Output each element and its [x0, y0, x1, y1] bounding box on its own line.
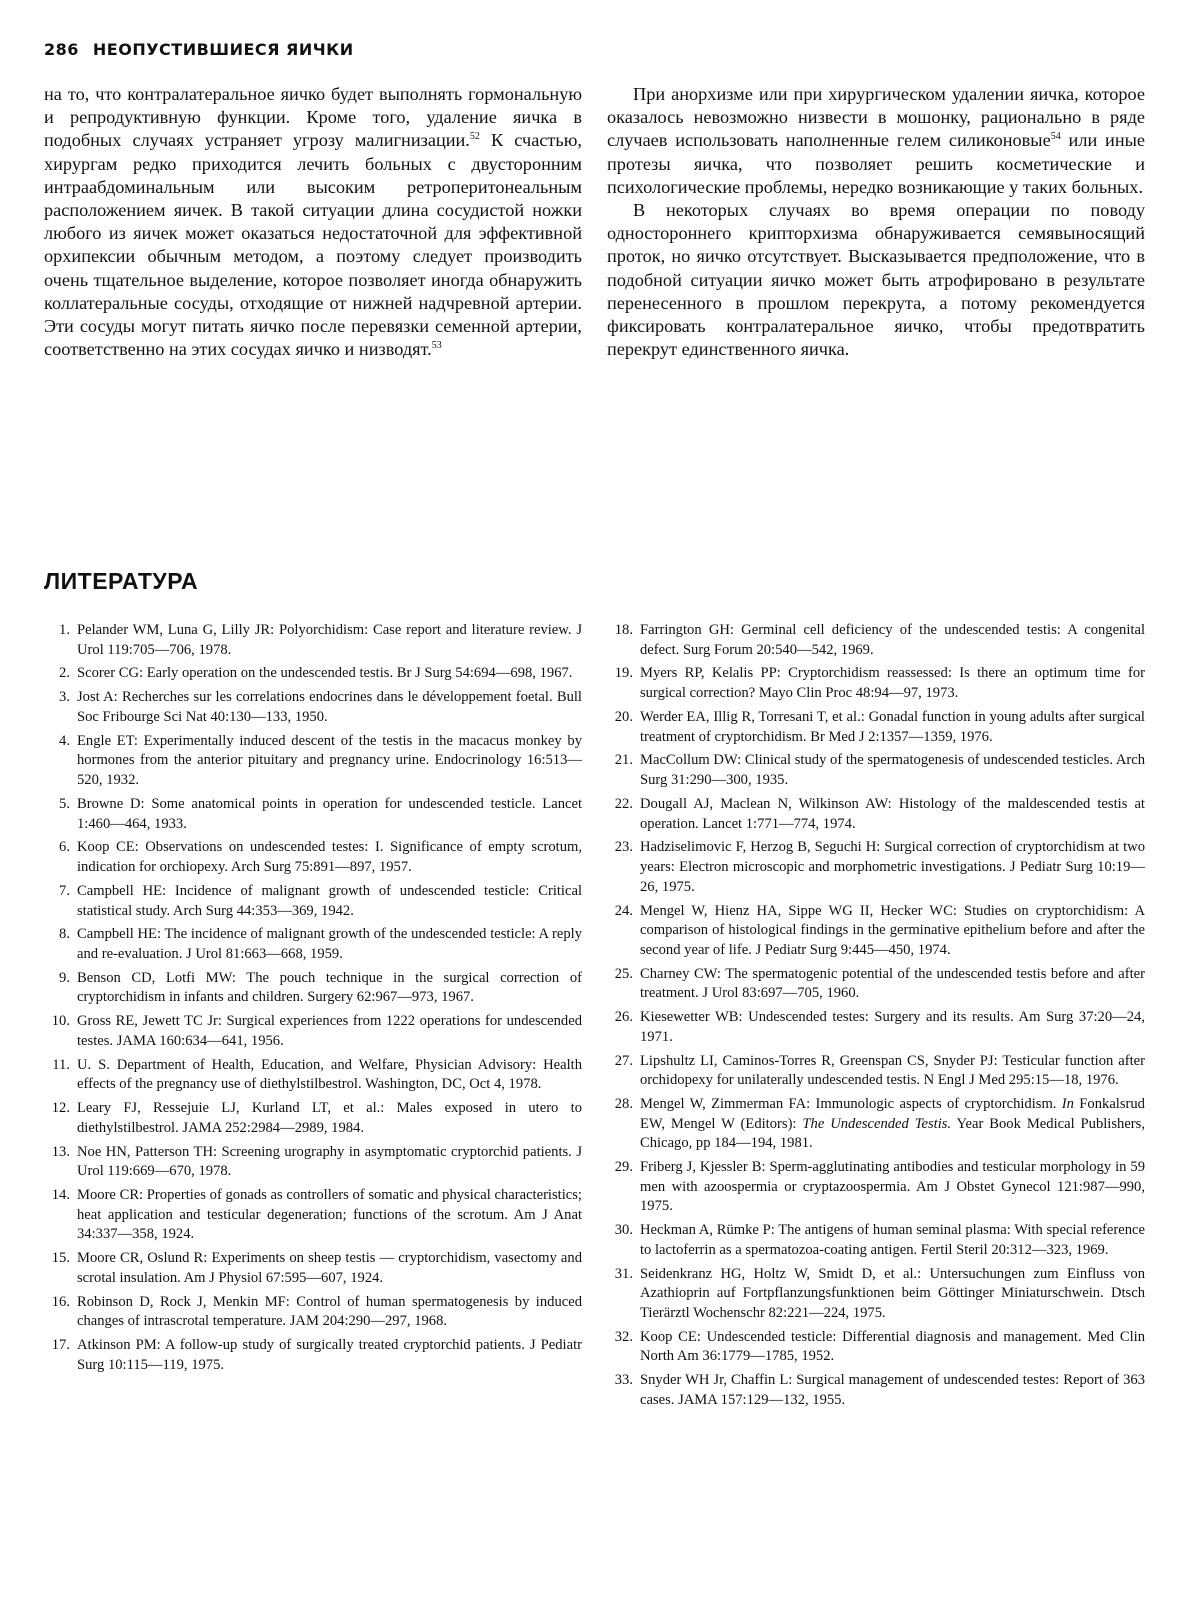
- reference-number: 3.: [59, 689, 70, 706]
- reference-number: 25.: [614, 965, 633, 982]
- references-heading: ЛИТЕРАТУРА: [44, 568, 199, 594]
- reference-item: [607, 621, 1145, 660]
- reference-item: [44, 621, 582, 660]
- reference-text: Campbell HE: Incidence of malignant growth of undescended testicle: Critical statistical study. Arch Surg 44:353—369, 1942.: [77, 882, 582, 919]
- footnote-ref: 54: [1050, 131, 1061, 143]
- reference-item: [607, 838, 1145, 897]
- reference-number: 13.: [51, 1143, 70, 1160]
- paragraph-text: на то, что контралатеральное яичко будет выполнять гормональную и репродуктивную функции. Кроме того, удаление яичка в подобных случаях устраняет угрозу малигнизации.: [44, 84, 582, 151]
- reference-text: Fonkalsrud EW, Mengel W (Editors):: [640, 1096, 1145, 1132]
- reference-number: 1.: [59, 622, 70, 638]
- body-paragraph: [44, 83, 582, 361]
- reference-text: Atkinson PM: A follow-up study of surgically treated cryptorchid patients. J Pediatr Surg 10:115—119, 1975.: [77, 1337, 582, 1373]
- reference-text: Werder EA, Illig R, Torresani T, et al.: Gonadal function in young adults after surgical treatment of cryptorchidism. Br Med J 2:1357—1359, 1976.: [640, 708, 1145, 745]
- reference-text: Farrington GH: Germinal cell deficiency of the undescended testis: A congenital defect. Surg Forum 20:540—542, 1969.: [640, 622, 1145, 658]
- reference-item: [44, 732, 582, 791]
- reference-number: 8.: [59, 926, 70, 943]
- reference-text: Koop CE: Undescended testicle: Differential diagnosis and management. Med Clin North Am 36:1779—1785, 1952.: [640, 1328, 1145, 1365]
- reference-text: Kiesewetter WB: Undescended testes: Surgery and its results. Am Surg 37:20—24, 1971.: [640, 1009, 1145, 1045]
- reference-number: 15.: [51, 1250, 70, 1267]
- reference-text: Benson CD, Lotfi MW: The pouch technique in the surgical correction of cryptorchidism in infants and children. Surgery 62:967—973, 1967.: [77, 969, 582, 1006]
- paragraph-text: или иные протезы яичка, что позволяет решить косметические и психологические проблемы, нередко возникающие у таких больных.: [607, 130, 1146, 197]
- body-paragraph: В некоторых случаях во время операции по поводу одностороннего крипторхизма обнаруживается семявыносящий проток, но яичко отсутствует. Высказывается предположение, что в подобной ситуации яичко может быть атрофировано в результате перенесенного в прошлом перекрута, а потому рекомендуется фиксировать контралатеральное яичко, чтобы предотвратить перекрут единственного яичка.: [607, 200, 1145, 360]
- reference-number: 30.: [614, 1222, 633, 1239]
- reference-item: [44, 1186, 582, 1245]
- reference-item: [607, 751, 1145, 790]
- reference-item: [44, 838, 582, 877]
- reference-text: Hadziselimovic F, Herzog B, Seguchi H: Surgical correction of cryptorchidism at two years: Electron microscopic and morphometric investigations. J Pediatr Surg 10:19—26, 1975.: [640, 839, 1145, 895]
- reference-text: Dougall AJ, Maclean N, Wilkinson AW: Histology of the maldescended testis at operation. Lancet 1:771—774, 1974.: [640, 795, 1145, 832]
- reference-text: Moore CR, Oslund R: Experiments on sheep testis — cryptorchidism, vasectomy and scrotal insulation. Am J Physiol 67:595—607, 1924.: [77, 1250, 582, 1286]
- paragraph-text: К счастью, хирургам редко приходится лечить больных с двусторонним интраабдоминальным или высоким ретроперитонеальным расположением яичек. В такой ситуации длина сосудистой ножки любого из яичек может оказаться недостаточной для эффективной орхипексии обычным методом, а поэтому следует производить очень тщательное выделение, которое позволяет иногда обнаружить коллатеральные сосуды, отходящие от нижней надчревной артерии. Эти сосуды могут питать яичко после перевязки семенной артерии, соответственно на этих сосудах яичко и низводят.: [44, 130, 582, 360]
- reference-item: [44, 688, 582, 727]
- reference-number: 31.: [614, 1265, 633, 1282]
- reference-text: Charney CW: The spermatogenic potential of the undescended testis before and after treatment. J Urol 83:697—705, 1960.: [640, 965, 1145, 1002]
- footnote-ref: 52: [469, 131, 480, 143]
- reference-item: [607, 1158, 1145, 1217]
- reference-item: [607, 1265, 1145, 1324]
- reference-item: [44, 795, 582, 834]
- footnote-ref: 53: [431, 340, 442, 352]
- reference-number: 18.: [614, 622, 633, 638]
- reference-item: [607, 1221, 1145, 1260]
- reference-item: [607, 795, 1145, 834]
- reference-text: Seidenkranz HG, Holtz W, Smidt D, et al.: Untersuchungen zum Einfluss von Azathioprin auf Fortpflanzungsfunktionen beim Göttinger Miniaturschwein. Dtsch Tierärztl Wochenschr 82:221—224, 1975.: [640, 1265, 1145, 1321]
- reference-number: 12.: [51, 1100, 70, 1117]
- reference-item: [607, 708, 1145, 747]
- reference-item: [44, 664, 582, 684]
- reference-item: [607, 664, 1145, 703]
- body-column-left: [44, 83, 582, 361]
- reference-item: [607, 1052, 1145, 1091]
- reference-text: Scorer CG: Early operation on the undescended testis. Br J Surg 54:694—698, 1967.: [77, 665, 573, 682]
- reference-number: 28.: [614, 1096, 633, 1113]
- reference-item: [44, 882, 582, 921]
- reference-item: [607, 1371, 1145, 1410]
- reference-number: 23.: [614, 839, 633, 856]
- reference-text: Campbell HE: The incidence of malignant growth of the undescended testicle: A reply and re-evaluation. J Urol 81:663—668, 1959.: [77, 926, 582, 962]
- reference-text: Noe HN, Patterson TH: Screening urography in asymptomatic cryptorchid patients. J Urol 119:669—670, 1978.: [77, 1143, 582, 1180]
- reference-text: Lipshultz LI, Caminos-Torres R, Greenspan CS, Snyder PJ: Testicular function after orchidopexy for unilaterally undescended testis. N Engl J Med 295:15—18, 1976.: [640, 1052, 1145, 1089]
- reference-number: 14.: [51, 1187, 70, 1204]
- running-head: [44, 40, 354, 59]
- reference-text: Heckman A, Rümke P: The antigens of human seminal plasma: With special reference to lactoferrin as a spermatozoa-coating antigen. Fertil Steril 20:312—323, 1969.: [640, 1222, 1145, 1258]
- reference-text: Friberg J, Kjessler B: Sperm-agglutinating antibodies and testicular morphology in 59 men with azoospermia or cryptazoospermia. Am J Obstet Gynecol 121:987—990, 1975.: [640, 1159, 1145, 1215]
- reference-number: 9.: [59, 969, 70, 986]
- reference-number: 33.: [614, 1372, 633, 1389]
- body-paragraph: [607, 83, 1145, 199]
- reference-item: [607, 1008, 1145, 1047]
- reference-item: [607, 1328, 1145, 1367]
- reference-item: [44, 1056, 582, 1095]
- reference-number: 11.: [52, 1056, 70, 1073]
- reference-text: Jost A: Recherches sur les correlations endocrines dans le développement foetal. Bull Soc Fribourge Sci Nat 40:130—133, 1950.: [77, 689, 582, 725]
- reference-number: 29.: [614, 1159, 633, 1176]
- reference-text: U. S. Department of Health, Education, and Welfare, Physician Advisory: Health effects of the pregnancy use of diethylstilbestrol. Washington, DC, Oct 4, 1978.: [77, 1056, 582, 1093]
- reference-number: 19.: [614, 665, 633, 682]
- reference-number: 22.: [614, 795, 633, 812]
- reference-number: 21.: [614, 752, 633, 769]
- reference-text: Snyder WH Jr, Chaffin L: Surgical management of undescended testes: Report of 363 cases. JAMA 157:129—132, 1955.: [640, 1372, 1145, 1408]
- reference-number: 10.: [51, 1013, 70, 1030]
- reference-item: [607, 965, 1145, 1004]
- paragraph-text: При анорхизме или при хирургическом удалении яичка, которое оказалось невозможно низвести в мошонку, рационально в ряде случаев использовать наполненные гелем силиконовые: [607, 84, 1145, 151]
- reference-text: Leary FJ, Ressejuie LJ, Kurland LT, et al.: Males exposed in utero to diethylstilbestrol. JAMA 252:2984—2989, 1984.: [77, 1100, 582, 1136]
- references-list-left: [44, 621, 582, 1380]
- reference-text: MacCollum DW: Clinical study of the spermatogenesis of undescended testicles. Arch Surg 31:290—300, 1935.: [640, 752, 1145, 789]
- reference-item: [44, 1143, 582, 1182]
- reference-text: Moore CR: Properties of gonads as controllers of somatic and physical characteristics; heat application and testicular degeneration; functions of the scrotum. Am J Anat 34:337—358, 1924.: [77, 1187, 582, 1243]
- reference-italic-text: In: [1061, 1096, 1074, 1113]
- chapter-title: НЕОПУСТИВШИЕСЯ ЯИЧКИ: [92, 40, 354, 59]
- reference-item: [44, 925, 582, 964]
- reference-item: [44, 1099, 582, 1138]
- reference-text: Mengel W, Hienz HA, Sippe WG II, Hecker WC: Studies on cryptorchidism: A comparison of histological findings in the germinative epithelium before and after the second year of life. J Pediatr Surg 9:445—450, 1974.: [640, 902, 1145, 958]
- reference-item: [44, 969, 582, 1008]
- reference-item: [44, 1012, 582, 1051]
- reference-item: [607, 1095, 1145, 1154]
- reference-number: 5.: [59, 795, 70, 812]
- reference-number: 17.: [51, 1337, 70, 1354]
- reference-number: 26.: [614, 1009, 633, 1026]
- page-number: 286: [44, 40, 79, 59]
- reference-text: Engle ET: Experimentally induced descent of the testis in the macacus monkey by hormones from the anterior pituitary and pregnancy urine. Endocrinology 16:513—520, 1932.: [77, 732, 582, 789]
- reference-text: Browne D: Some anatomical points in operation for undescended testicle. Lancet 1:460—464, 1933.: [77, 795, 582, 832]
- reference-number: 6.: [59, 839, 70, 856]
- reference-text: Robinson D, Rock J, Menkin MF: Control of human spermatogenesis by induced changes of intrascrotal temperature. JAM 204:290—297, 1968.: [77, 1293, 582, 1330]
- references-list-right: [607, 621, 1145, 1415]
- reference-text: Myers RP, Kelalis PP: Cryptorchidism reassessed: Is there an optimum time for surgical correction? Mayo Clin Proc 48:94—97, 1973.: [640, 665, 1145, 702]
- reference-number: 7.: [59, 882, 70, 899]
- reference-item: [44, 1293, 582, 1332]
- reference-item: [44, 1336, 582, 1375]
- reference-text: Gross RE, Jewett TC Jr: Surgical experiences from 1222 operations for undescended testes. JAMA 160:634—641, 1956.: [77, 1013, 582, 1049]
- body-column-right: [607, 83, 1145, 361]
- reference-item: [44, 1249, 582, 1288]
- reference-text: Koop CE: Observations on undescended testes: I. Significance of empty scrotum, indication for orchiopexy. Arch Surg 75:891—897, 1957.: [77, 839, 582, 876]
- reference-number: 20.: [614, 708, 633, 725]
- reference-number: 27.: [614, 1052, 633, 1069]
- reference-number: 24.: [614, 902, 633, 919]
- reference-number: 32.: [614, 1328, 633, 1345]
- reference-number: 16.: [51, 1293, 70, 1310]
- reference-italic-text: The Undescended Testis.: [802, 1115, 952, 1132]
- reference-text: Pelander WM, Luna G, Lilly JR: Polyorchidism: Case report and literature review. J Urol 119:705—706, 1978.: [77, 622, 582, 658]
- reference-item: [607, 902, 1145, 961]
- reference-text: Mengel W, Zimmerman FA: Immunologic aspects of cryptorchidism.: [640, 1096, 1062, 1113]
- reference-text: Year Book Medical Publishers, Chicago, pp 184—194, 1981.: [640, 1115, 1145, 1152]
- reference-number: 2.: [59, 665, 70, 682]
- reference-number: 4.: [59, 732, 70, 749]
